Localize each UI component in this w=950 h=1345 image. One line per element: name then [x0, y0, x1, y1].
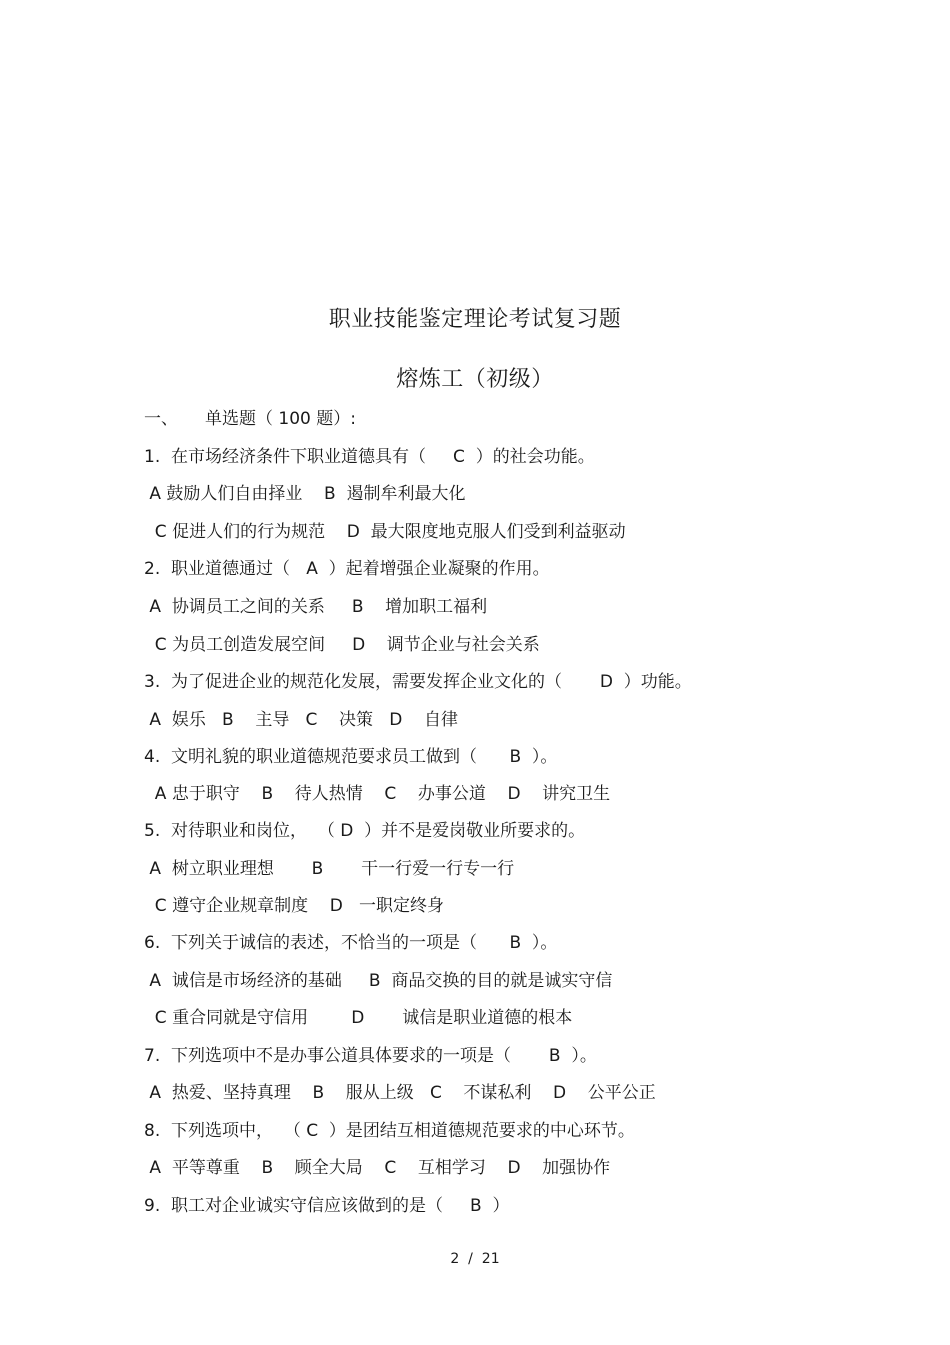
question-5: 5. 对待职业和岗位， （ D ）并不是爱岗敬业所要求的。	[144, 821, 586, 841]
question-8-options: A 平等尊重 B 顾全大局 C 互相学习 D 加强协作	[144, 1158, 611, 1178]
question-2-options-a-b: A 协调员工之间的关系 B 增加职工福利	[144, 597, 488, 617]
question-1: 1. 在市场经济条件下职业道德具有（ C ）的社会功能。	[144, 447, 595, 467]
question-6-options-c-d: C 重合同就是守信用 D 诚信是职业道德的根本	[144, 1008, 573, 1028]
question-6-options-a-b: A 诚信是市场经济的基础 B 商品交换的目的就是诚实守信	[144, 971, 613, 991]
question-9: 9. 职工对企业诚实守信应该做到的是（ B ）	[144, 1196, 510, 1216]
question-8: 8. 下列选项中， （ C ）是团结互相道德规范要求的中心环节。	[144, 1121, 635, 1141]
question-5-options-a-b: A 树立职业理想 B 干一行爱一行专一行	[144, 859, 515, 879]
question-5-options-c-d: C 遵守企业规章制度 D 一职定终身	[144, 896, 444, 916]
question-4-options: A 忠于职守 B 待人热情 C 办事公道 D 讲究卫生	[144, 784, 611, 804]
question-1-options-c-d: C 促进人们的行为规范 D 最大限度地克服人们受到利益驱动	[144, 522, 626, 542]
question-7: 7. 下列选项中不是办事公道具体要求的一项是（ B ）。	[144, 1046, 597, 1066]
section-heading: 一、 单选题（ 100 题）:	[144, 409, 357, 429]
question-3: 3. 为了促进企业的规范化发展，需要发挥企业文化的（ D ）功能。	[144, 672, 692, 692]
page-number: 2 / 21	[450, 1251, 500, 1267]
question-6: 6. 下列关于诚信的表述，不恰当的一项是（ B ）。	[144, 933, 558, 953]
question-2: 2. 职业道德通过（ A ）起着增强企业凝聚的作用。	[144, 559, 550, 579]
document-subtitle: 熔炼工（初级）	[396, 367, 554, 392]
question-1-options-a-b: A 鼓励人们自由择业 B 遏制牟利最大化	[144, 484, 466, 504]
question-3-options: A 娱乐 B 主导 C 决策 D 自律	[144, 710, 458, 730]
document-title: 职业技能鉴定理论考试复习题	[328, 307, 622, 332]
question-7-options: A 热爱、坚持真理 B 服从上级 C 不谋私利 D 公平公正	[144, 1083, 656, 1103]
question-2-options-c-d: C 为员工创造发展空间 D 调节企业与社会关系	[144, 635, 540, 655]
question-4: 4. 文明礼貌的职业道德规范要求员工做到（ B ）。	[144, 747, 558, 767]
